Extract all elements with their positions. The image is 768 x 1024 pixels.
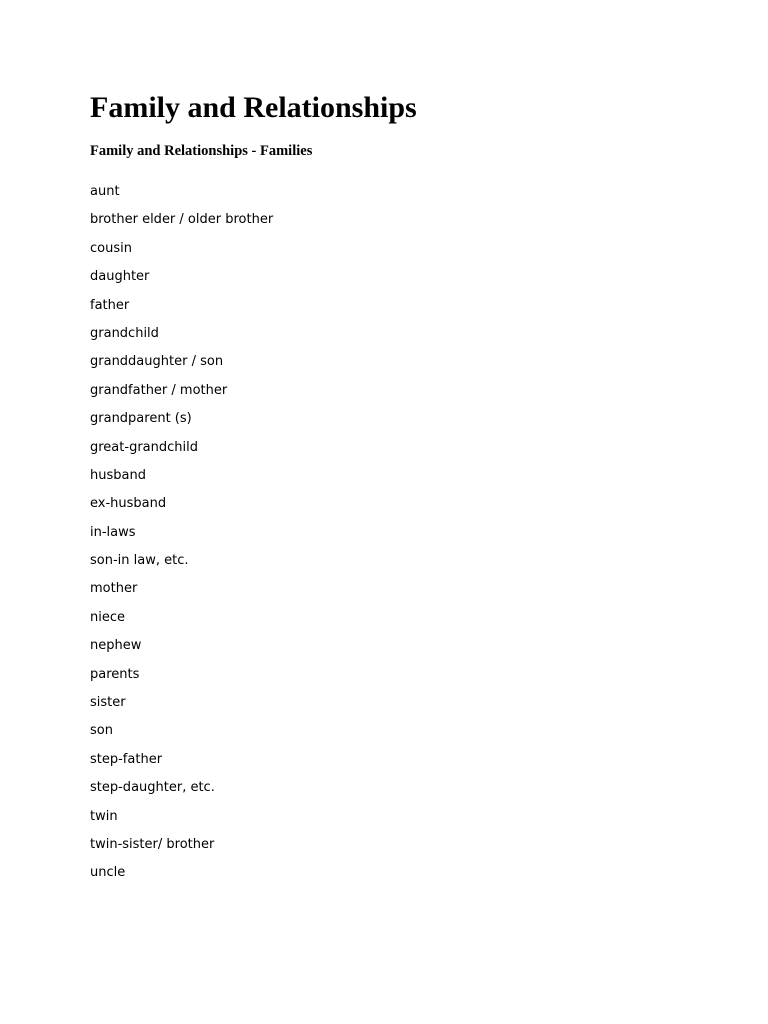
list-item: daughter <box>90 269 150 285</box>
list-item: step-daughter, etc. <box>90 780 215 796</box>
section-heading: Family and Relationships - Families <box>90 143 313 159</box>
list-item: niece <box>90 609 125 625</box>
list-item: cousin <box>90 240 132 256</box>
list-item: ex-husband <box>90 496 167 512</box>
list-item: grandchild <box>90 325 159 341</box>
list-item: grandfather / mother <box>90 382 228 398</box>
list-item: son <box>90 723 113 739</box>
list-item: sister <box>90 695 126 711</box>
list-item: granddaughter / son <box>90 354 224 370</box>
list-item: parents <box>90 666 140 682</box>
list-item: father <box>90 297 130 313</box>
page-title: Family and Relationships <box>90 91 417 124</box>
vocabulary-list <box>90 182 273 892</box>
list-item: husband <box>90 467 146 483</box>
list-item: twin-sister/ brother <box>90 836 215 852</box>
list-item: great-grandchild <box>90 439 198 455</box>
list-item: brother elder / older brother <box>90 212 274 228</box>
list-item: step-father <box>90 751 163 767</box>
list-item: in-laws <box>90 524 136 540</box>
list-item: uncle <box>90 865 126 881</box>
list-item: grandparent (s) <box>90 411 192 427</box>
list-item: nephew <box>90 638 142 654</box>
list-item: son-in law, etc. <box>90 553 189 569</box>
list-item: twin <box>90 808 118 824</box>
list-item: aunt <box>90 184 120 199</box>
list-item: mother <box>90 581 138 597</box>
